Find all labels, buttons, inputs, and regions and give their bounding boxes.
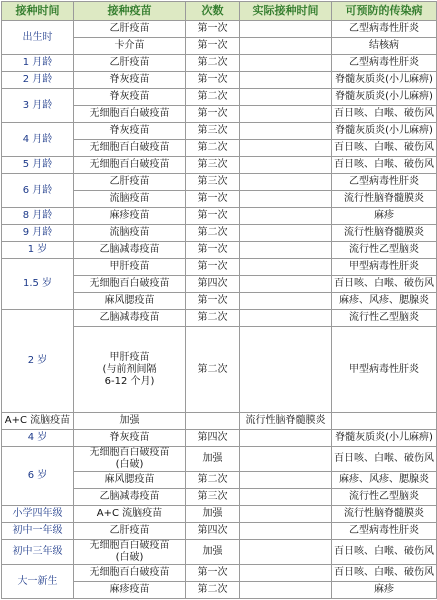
cell-dose: 第三次 bbox=[186, 157, 240, 174]
cell-age: 6 岁 bbox=[2, 447, 74, 506]
cell-dose: 第二次 bbox=[186, 140, 240, 157]
cell-vaccine: 麻疹疫苗 bbox=[74, 208, 186, 225]
cell-dose: 第一次 bbox=[186, 293, 240, 310]
cell-disease: 流行性脑脊髓膜炎 bbox=[332, 506, 437, 523]
cell-vaccine-line: (与前剂间隔 bbox=[102, 363, 157, 375]
vaccination-schedule-table bbox=[1, 1, 437, 599]
table-row bbox=[2, 55, 437, 72]
cell-actual-date bbox=[240, 293, 332, 310]
cell-vaccine: 麻疹疫苗 bbox=[74, 582, 186, 599]
cell-vaccine: 无细胞百白破疫苗 bbox=[74, 276, 186, 293]
cell-vaccine: 乙肝疫苗 bbox=[74, 55, 186, 72]
cell-vaccine: A+C 流脑疫苗 bbox=[74, 506, 186, 523]
cell-actual-date bbox=[240, 106, 332, 123]
cell-disease: 麻疹 bbox=[332, 208, 437, 225]
cell-vaccine: 流脑疫苗 bbox=[74, 191, 186, 208]
cell-disease: 麻疹、风疹、腮腺炎 bbox=[332, 472, 437, 489]
cell-actual-date bbox=[240, 140, 332, 157]
cell-disease: 百日咳、白喉、破伤风 bbox=[332, 157, 437, 174]
cell-vaccine-line: 无细胞百白破疫苗 bbox=[89, 540, 170, 551]
cell-disease: 乙型病毒性肝炎 bbox=[332, 523, 437, 540]
cell-actual-date bbox=[240, 89, 332, 106]
table-row bbox=[2, 310, 437, 327]
table-row bbox=[2, 157, 437, 174]
table-body bbox=[2, 21, 437, 599]
cell-age: 5 月龄 bbox=[2, 157, 74, 174]
cell-actual-date bbox=[240, 506, 332, 523]
table-row bbox=[2, 242, 437, 259]
cell-disease: 脊髓灰质炎(小儿麻痹) bbox=[332, 89, 437, 106]
cell-disease: 流行性乙型脑炎 bbox=[332, 310, 437, 327]
cell-vaccine bbox=[74, 447, 186, 472]
cell-age: 1 岁 bbox=[2, 242, 74, 259]
cell-actual-date bbox=[240, 225, 332, 242]
table-row bbox=[2, 413, 437, 430]
cell-vaccine: 无细胞百白破疫苗 bbox=[74, 106, 186, 123]
cell-disease: 百日咳、白喉、破伤风 bbox=[332, 540, 437, 565]
cell-vaccine: 乙肝疫苗 bbox=[74, 21, 186, 38]
header-disease: 可预防的传染病 bbox=[332, 2, 437, 21]
table-row bbox=[2, 123, 437, 140]
cell-actual-date bbox=[186, 413, 240, 430]
cell-vaccine: 无细胞百白破疫苗 bbox=[74, 157, 186, 174]
cell-vaccine-line: (白破) bbox=[115, 552, 144, 563]
cell-disease: 脊髓灰质炎(小儿麻痹) bbox=[332, 123, 437, 140]
cell-vaccine bbox=[74, 540, 186, 565]
cell-age: 3 月龄 bbox=[2, 89, 74, 123]
cell-dose: 加强 bbox=[186, 447, 240, 472]
cell-actual-date bbox=[240, 582, 332, 599]
cell-dose: 第一次 bbox=[186, 72, 240, 89]
cell-vaccine: 麻风腮疫苗 bbox=[74, 472, 186, 489]
cell-disease: 乙型病毒性肝炎 bbox=[332, 21, 437, 38]
cell-actual-date bbox=[240, 242, 332, 259]
table-row bbox=[2, 89, 437, 106]
cell-disease: 脊髓灰质炎(小儿麻痹) bbox=[332, 72, 437, 89]
table-row bbox=[2, 225, 437, 242]
cell-actual-date bbox=[240, 565, 332, 582]
cell-vaccine: 乙肝疫苗 bbox=[74, 174, 186, 191]
cell-dose: 第一次 bbox=[186, 106, 240, 123]
cell-age: 8 月龄 bbox=[2, 208, 74, 225]
cell-actual-date bbox=[240, 447, 332, 472]
cell-actual-date bbox=[240, 123, 332, 140]
cell-actual-date bbox=[240, 327, 332, 413]
cell-dose: 第二次 bbox=[186, 327, 240, 413]
cell-actual-date bbox=[240, 540, 332, 565]
cell-age: 4 岁 bbox=[2, 430, 74, 447]
cell-vaccine: 脊灰疫苗 bbox=[74, 72, 186, 89]
cell-dose: 第一次 bbox=[186, 242, 240, 259]
cell-actual-date bbox=[240, 208, 332, 225]
cell-actual-date bbox=[240, 489, 332, 506]
table-row bbox=[2, 430, 437, 447]
cell-disease: 流行性脑脊髓膜炎 bbox=[240, 413, 332, 430]
cell-dose: 第二次 bbox=[186, 225, 240, 242]
cell-dose: 加强 bbox=[186, 540, 240, 565]
cell-dose: 第三次 bbox=[186, 489, 240, 506]
table-row bbox=[2, 523, 437, 540]
cell-vaccine-line: 甲肝疫苗 bbox=[109, 351, 150, 363]
table-row bbox=[2, 565, 437, 582]
cell-disease: 甲型病毒性肝炎 bbox=[332, 259, 437, 276]
cell-dose: 第一次 bbox=[186, 565, 240, 582]
cell-actual-date bbox=[240, 310, 332, 327]
cell-dose: 加强 bbox=[186, 506, 240, 523]
cell-disease: 百日咳、白喉、破伤风 bbox=[332, 447, 437, 472]
cell-age: 2 月龄 bbox=[2, 72, 74, 89]
table-header-row bbox=[2, 2, 437, 21]
cell-vaccine: 乙脑减毒疫苗 bbox=[74, 489, 186, 506]
cell-dose: 第四次 bbox=[186, 523, 240, 540]
cell-vaccine bbox=[74, 327, 186, 413]
cell-disease: 流行性脑脊髓膜炎 bbox=[332, 191, 437, 208]
cell-dose: 第二次 bbox=[186, 89, 240, 106]
header-vaccine: 接种疫苗 bbox=[74, 2, 186, 21]
cell-vaccine: 乙脑减毒疫苗 bbox=[74, 242, 186, 259]
cell-vaccine-line: 无细胞百白破疫苗 bbox=[89, 447, 170, 458]
cell-actual-date bbox=[240, 72, 332, 89]
cell-actual-date bbox=[240, 472, 332, 489]
cell-actual-date bbox=[240, 55, 332, 72]
cell-vaccine: 卡介苗 bbox=[74, 38, 186, 55]
cell-dose: 第二次 bbox=[186, 472, 240, 489]
cell-actual-date bbox=[240, 191, 332, 208]
cell-actual-date bbox=[240, 276, 332, 293]
cell-disease: 百日咳、白喉、破伤风 bbox=[332, 565, 437, 582]
cell-disease: 流行性乙型脑炎 bbox=[332, 489, 437, 506]
header-age: 接种时间 bbox=[2, 2, 74, 21]
cell-vaccine: 甲肝疫苗 bbox=[74, 259, 186, 276]
cell-dose: 加强 bbox=[74, 413, 186, 430]
cell-actual-date bbox=[240, 157, 332, 174]
cell-age: 1.5 岁 bbox=[2, 259, 74, 310]
table-row bbox=[2, 506, 437, 523]
cell-disease: 百日咳、白喉、破伤风 bbox=[332, 276, 437, 293]
cell-vaccine: 无细胞百白破疫苗 bbox=[74, 140, 186, 157]
cell-age: 4 月龄 bbox=[2, 123, 74, 157]
table-row bbox=[2, 447, 437, 472]
cell-vaccine: 无细胞百白破疫苗 bbox=[74, 565, 186, 582]
cell-disease: 流行性脑脊髓膜炎 bbox=[332, 225, 437, 242]
cell-age: 初中一年级 bbox=[2, 523, 74, 540]
cell-dose: 第二次 bbox=[186, 310, 240, 327]
cell-age: 2 岁 bbox=[2, 310, 74, 413]
cell-dose: 第三次 bbox=[186, 174, 240, 191]
cell-disease: 脊髓灰质炎(小儿麻痹) bbox=[332, 430, 437, 447]
cell-dose: 第一次 bbox=[186, 38, 240, 55]
table-row bbox=[2, 540, 437, 565]
cell-age: 6 月龄 bbox=[2, 174, 74, 208]
cell-vaccine: A+C 流脑疫苗 bbox=[2, 413, 74, 430]
cell-disease: 百日咳、白喉、破伤风 bbox=[332, 106, 437, 123]
cell-disease: 百日咳、白喉、破伤风 bbox=[332, 140, 437, 157]
cell-actual-date bbox=[240, 523, 332, 540]
cell-dose: 第一次 bbox=[186, 208, 240, 225]
cell-vaccine: 脊灰疫苗 bbox=[74, 123, 186, 140]
cell-age: 出生时 bbox=[2, 21, 74, 55]
table-row bbox=[2, 259, 437, 276]
table-row bbox=[2, 21, 437, 38]
cell-disease: 麻疹 bbox=[332, 582, 437, 599]
cell-age: 9 月龄 bbox=[2, 225, 74, 242]
table-row bbox=[2, 174, 437, 191]
cell-vaccine: 乙肝疫苗 bbox=[74, 523, 186, 540]
cell-actual-date bbox=[240, 174, 332, 191]
cell-age: 大一新生 bbox=[2, 565, 74, 599]
cell-vaccine: 乙脑减毒疫苗 bbox=[74, 310, 186, 327]
cell-dose: 第三次 bbox=[186, 123, 240, 140]
cell-dose: 第一次 bbox=[186, 259, 240, 276]
cell-dose: 第二次 bbox=[186, 55, 240, 72]
cell-actual-date bbox=[240, 21, 332, 38]
cell-age: 初中三年级 bbox=[2, 540, 74, 565]
cell-dose: 第二次 bbox=[186, 582, 240, 599]
cell-disease: 甲型病毒性肝炎 bbox=[332, 327, 437, 413]
cell-vaccine: 流脑疫苗 bbox=[74, 225, 186, 242]
header-actual-date: 实际接种时间 bbox=[240, 2, 332, 21]
cell-disease: 乙型病毒性肝炎 bbox=[332, 55, 437, 72]
cell-actual-date bbox=[240, 259, 332, 276]
cell-vaccine: 麻风腮疫苗 bbox=[74, 293, 186, 310]
cell-actual-date bbox=[240, 430, 332, 447]
cell-disease: 结核病 bbox=[332, 38, 437, 55]
table-row bbox=[2, 72, 437, 89]
table-row bbox=[2, 208, 437, 225]
cell-dose: 第一次 bbox=[186, 21, 240, 38]
header-dose: 次数 bbox=[186, 2, 240, 21]
cell-dose: 第四次 bbox=[186, 430, 240, 447]
cell-vaccine-line: (白破) bbox=[115, 459, 144, 470]
cell-dose: 第四次 bbox=[186, 276, 240, 293]
cell-vaccine-line: 6-12 个月) bbox=[104, 375, 155, 387]
cell-vaccine: 脊灰疫苗 bbox=[74, 430, 186, 447]
cell-disease: 流行性乙型脑炎 bbox=[332, 242, 437, 259]
cell-dose: 第一次 bbox=[186, 191, 240, 208]
cell-actual-date bbox=[240, 38, 332, 55]
cell-vaccine: 脊灰疫苗 bbox=[74, 89, 186, 106]
cell-disease: 麻疹、风疹、腮腺炎 bbox=[332, 293, 437, 310]
cell-age: 1 月龄 bbox=[2, 55, 74, 72]
cell-disease: 乙型病毒性肝炎 bbox=[332, 174, 437, 191]
cell-age: 小学四年级 bbox=[2, 506, 74, 523]
